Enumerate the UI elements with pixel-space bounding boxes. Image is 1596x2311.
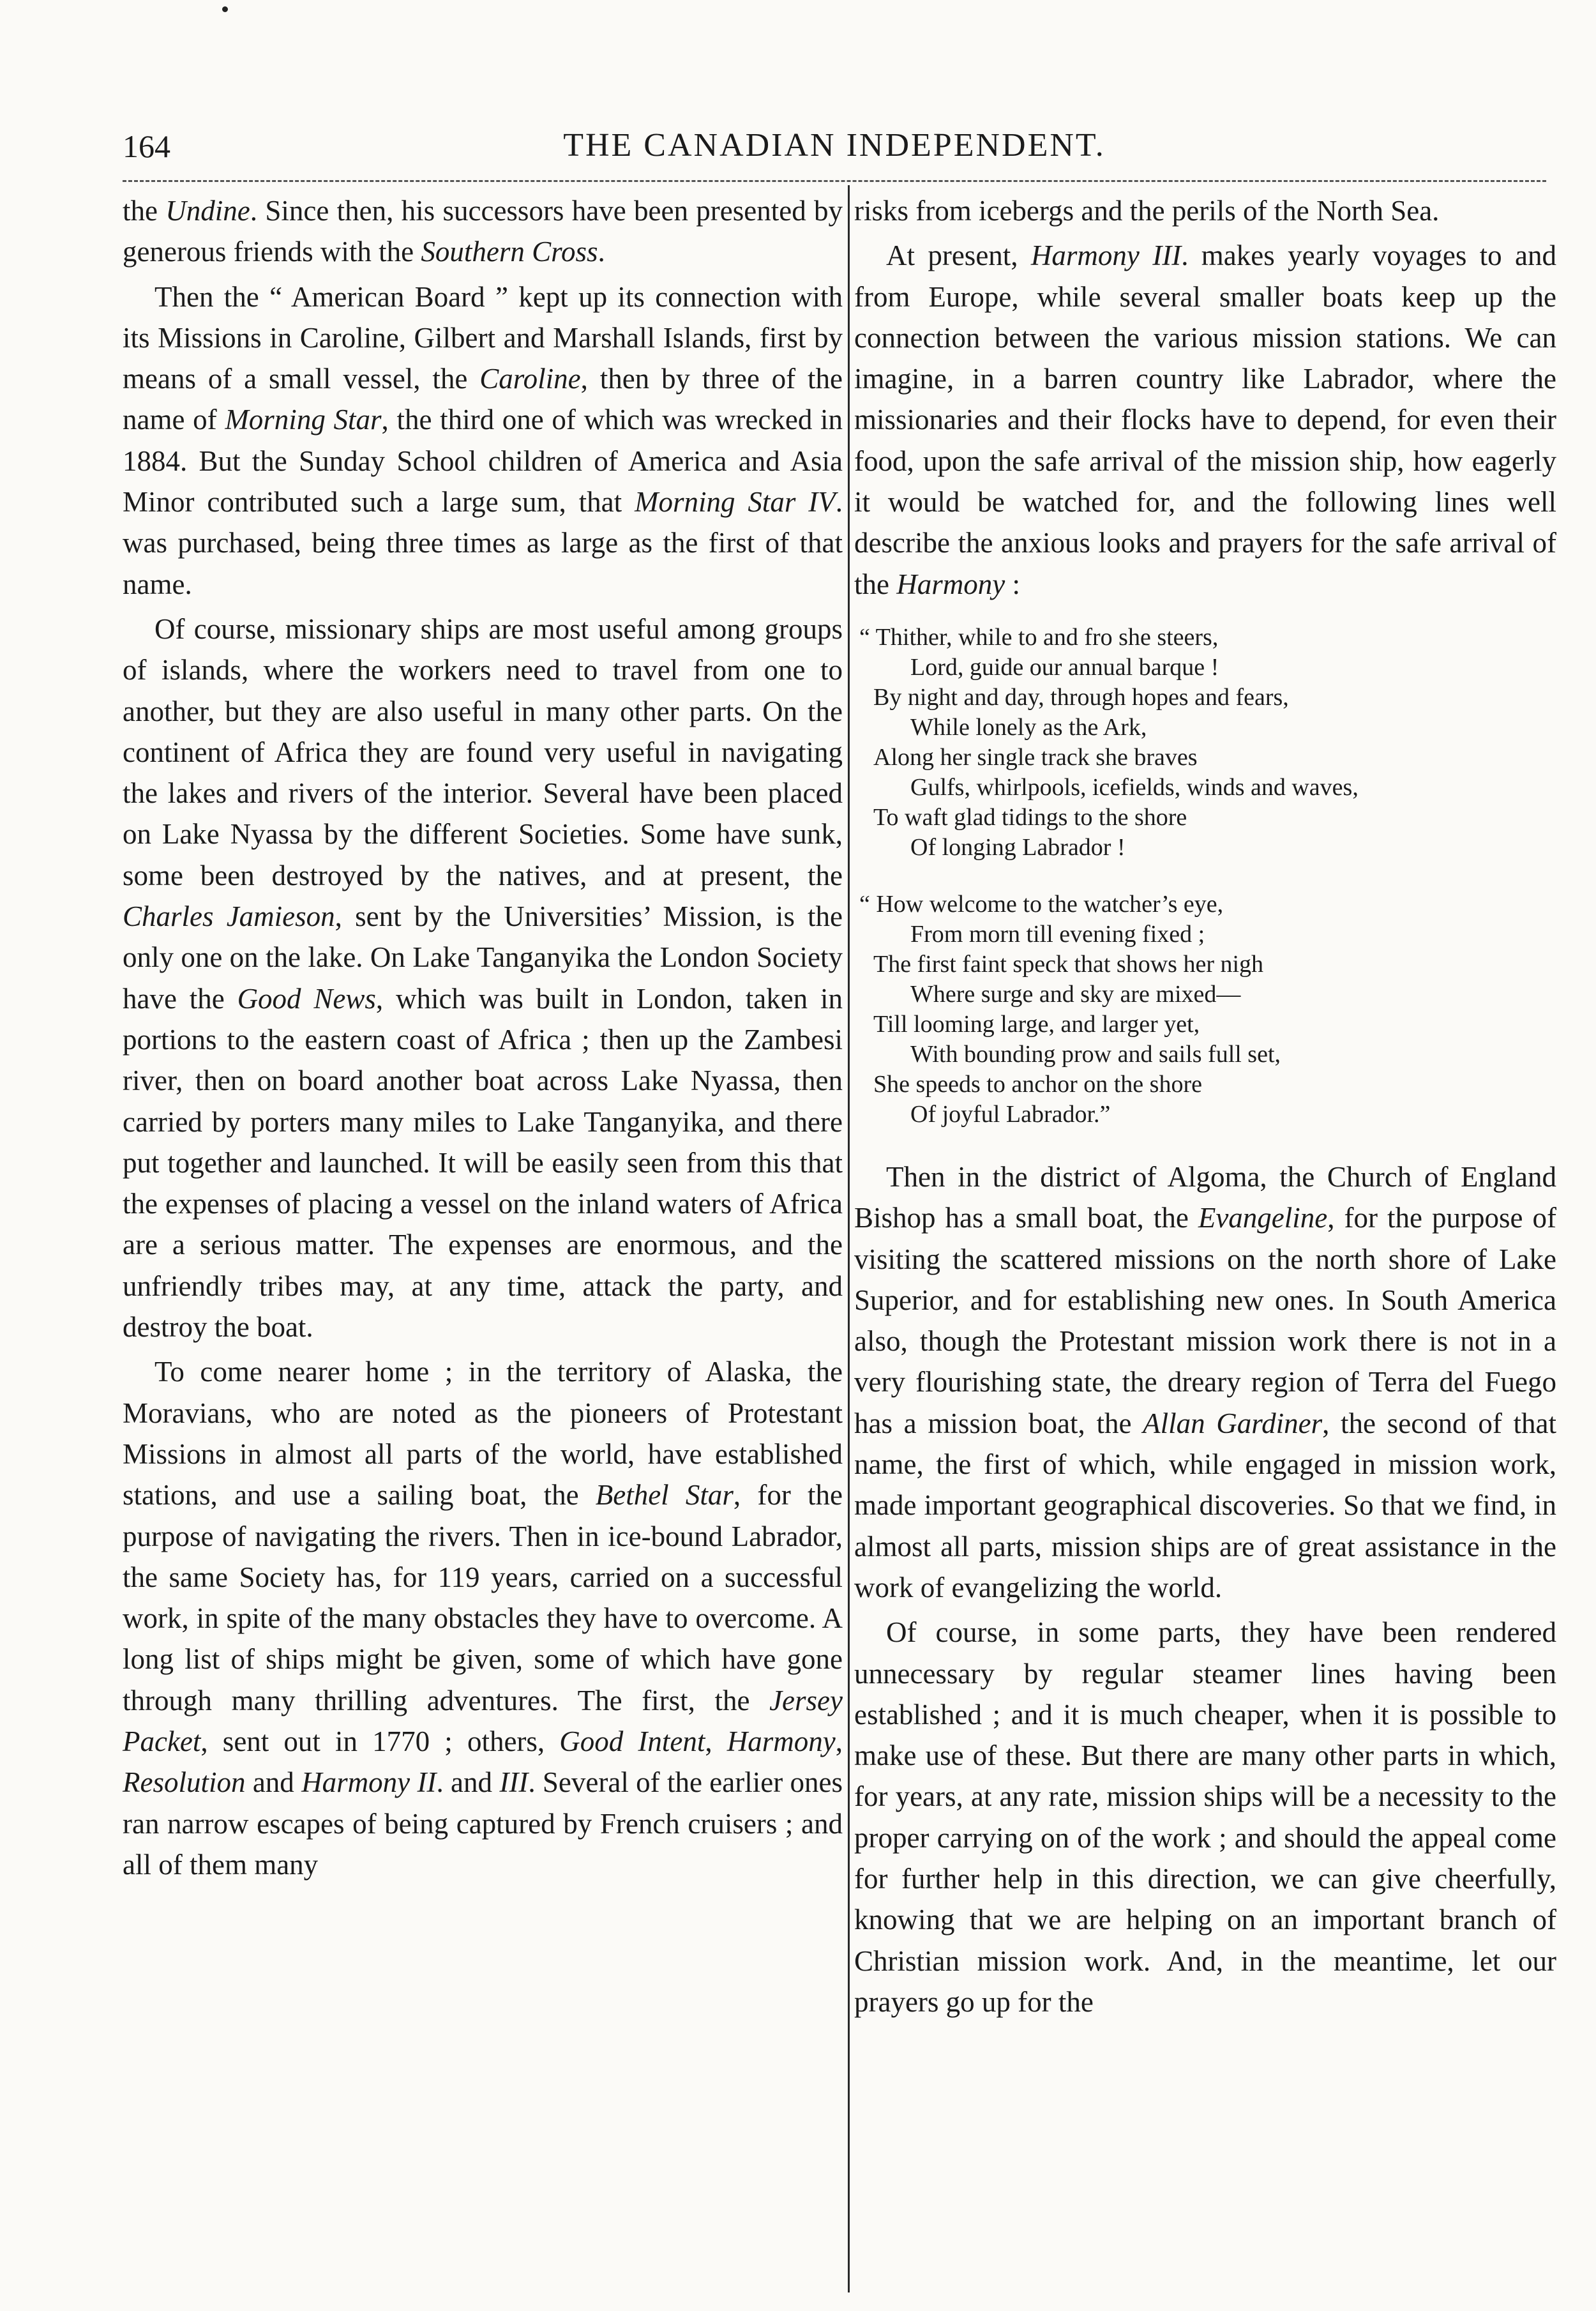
ship-name: Good News — [237, 982, 376, 1015]
poem-line: Of joyful Labrador.” — [910, 1100, 1111, 1128]
ship-name: Southern Cross — [421, 236, 598, 268]
ship-name: Resolution — [123, 1766, 246, 1799]
ship-name: Evangeline — [1198, 1202, 1328, 1234]
poem-line: Gulfs, whirlpools, icefields, winds and waves, — [910, 773, 1359, 801]
ship-name: Harmony II — [301, 1766, 437, 1799]
ship-name: Harmony III — [1030, 239, 1182, 272]
poem-line: The first faint speck that shows her nigh — [873, 950, 1264, 978]
page-header — [123, 121, 1546, 172]
paragraph: At present, Harmony III. makes yearly voyages to and from Europe, while several smaller boats keep up the connection between the various mission stations. We can imagine, in a barren country like Labrador, where the missionaries and their flocks have to depend, for even their food, upon the safe arrival of the mission ship, how eagerly it would be watched for, and the following lines well describe the anxious looks and prayers for the safe arrival of the Harmony : — [854, 239, 1556, 600]
poem-line: With bounding prow and sails full set, — [910, 1040, 1281, 1068]
paragraph: Then in the district of Algoma, the Church of England Bishop has a small boat, the Evangeline, for the purpose of visiting the scattered missions on the north shore of Lake Superior, and for establishing new ones. In South America also, though the Protestant mission work there is not in a very flourishing state, the dreary region of Terra del Fuego has a mission boat, the Allan Gardiner, the second of that name, the first of which, while engaged in mission work, made important geographical discoveries. So that we find, in almost all parts, mission ships are of great assistance in the work of evangelizing the world. — [854, 1160, 1556, 1603]
header-rule — [123, 180, 1546, 182]
poem-line: Lord, guide our annual barque ! — [910, 653, 1219, 681]
paragraph: Of course, missionary ships are most useful among groups of islands, where the workers need to travel from one to another, but they are also useful in many other parts. On the continent of Africa they are found very useful in navigating the lakes and rivers of the interior. Several have been placed on Lake Nyassa by the different Societies. Some have sunk, some been destroyed by the natives, and at present, the Charles Jamieson, sent by the Universities’ Mission, is the only one on the lake. On Lake Tanganyika the London Society have the Good News, which was built in London, taken in portions to the eastern coast of Africa ; then up the Zambesi river, then on board another boat across Lake Nyassa, then carried by porters many miles to Lake Tanganyika, and there put together and launched. It will be easily seen from this that the expenses of placing a vessel on the inland waters of Africa are a serious matter. The expenses are enormous, and the unfriendly tribes may, at any time, attack the party, and destroy the boat. — [123, 612, 843, 1344]
ship-name: Charles Jamieson — [123, 900, 335, 933]
ship-name: Jersey Packet — [123, 1684, 843, 1757]
poem-line: Till looming large, and larger yet, — [873, 1010, 1200, 1038]
paragraph: To come nearer home ; in the territory of Alaska, the Moravians, who are noted as the pioneers of Protestant Missions in almost all parts of the world, have established stations, and use a sailing boat, the Bethel Star, for the purpose of navigating the rivers. Then in ice-bound Labrador, the same Society has, for 119 years, carried on a successful work, in spite of the many obstacles they have to overcome. A long list of ships might be given, some of which have gone through many thrilling adventures. The first, the Jersey Packet, sent out in 1770 ; others, Good Intent, Harmony, Resolution and Harmony II. and III. Several of the earlier ones ran narrow escapes of being captured by French cruisers ; and all of them many — [123, 1356, 843, 1881]
poem-line: While lonely as the Ark, — [910, 713, 1147, 741]
right-column — [854, 190, 1556, 2026]
left-column — [123, 190, 843, 1889]
poem-line: Along her single track she braves — [873, 743, 1198, 771]
ship-name: Harmony — [726, 1725, 836, 1757]
poem-line: “ Thither, while to and fro she steers, — [859, 623, 1219, 651]
ship-name: Morning Star — [225, 404, 382, 436]
poem-line: By night and day, through hopes and fears, — [873, 683, 1289, 711]
ship-name: Caroline — [479, 363, 581, 395]
column-divider — [848, 185, 850, 2292]
ship-name: Good Intent — [559, 1725, 705, 1757]
poem-line: Of longing Labrador ! — [910, 833, 1125, 861]
poem-line: “ How welcome to the watcher’s eye, — [859, 890, 1224, 918]
ink-speck — [222, 6, 228, 12]
poem-line: Where surge and sky are mixed— — [910, 980, 1241, 1008]
poem-line: She speeds to anchor on the shore — [873, 1070, 1202, 1098]
paragraph: Of course, in some parts, they have been rendered unnecessary by regular steamer lines having been established ; and it is much cheaper, when it is possible to make use of these. But there are many other parts in which, for years, at any rate, mission ships will be a necessity to the proper carrying on of the work ; and should the appeal come for further help in this direction, we can give cheerfully, knowing that we are helping on an important branch of Christian mission work. And, in the meantime, let our prayers go up for the — [854, 1616, 1556, 2018]
paragraph: the Undine. Since then, his successors have been presented by generous friends with the Southern Cross. — [123, 195, 843, 268]
poem-line: To waft glad tidings to the shore — [873, 803, 1187, 831]
ship-name: III — [499, 1766, 529, 1799]
poem-line: From morn till evening fixed ; — [910, 920, 1205, 948]
ship-name: Allan Gardiner — [1143, 1407, 1323, 1439]
ship-name: Morning Star IV — [634, 486, 836, 519]
ship-name: Bethel Star — [595, 1479, 734, 1512]
ship-name: Undine — [165, 195, 250, 227]
poem — [859, 623, 1556, 1130]
poem-stanza — [859, 890, 1556, 1130]
paragraph: Then the “ American Board ” kept up its connection with its Missions in Caroline, Gilbert and Marshall Islands, first by means of a small vessel, the Caroline, then by three of the name of Morning Star, the third one of which was wrecked in 1884. But the Sunday School children of America and Asia Minor contributed such a large sum, that Morning Star IV. was purchased, being three times as large as the first of that name. — [123, 280, 843, 600]
paragraph: risks from icebergs and the perils of the North Sea. — [854, 195, 1440, 227]
journal-title: THE CANADIAN INDEPENDENT. — [563, 127, 1106, 163]
page-number: 164 — [123, 128, 170, 164]
ship-name: Harmony — [896, 568, 1005, 600]
poem-stanza — [859, 623, 1556, 863]
